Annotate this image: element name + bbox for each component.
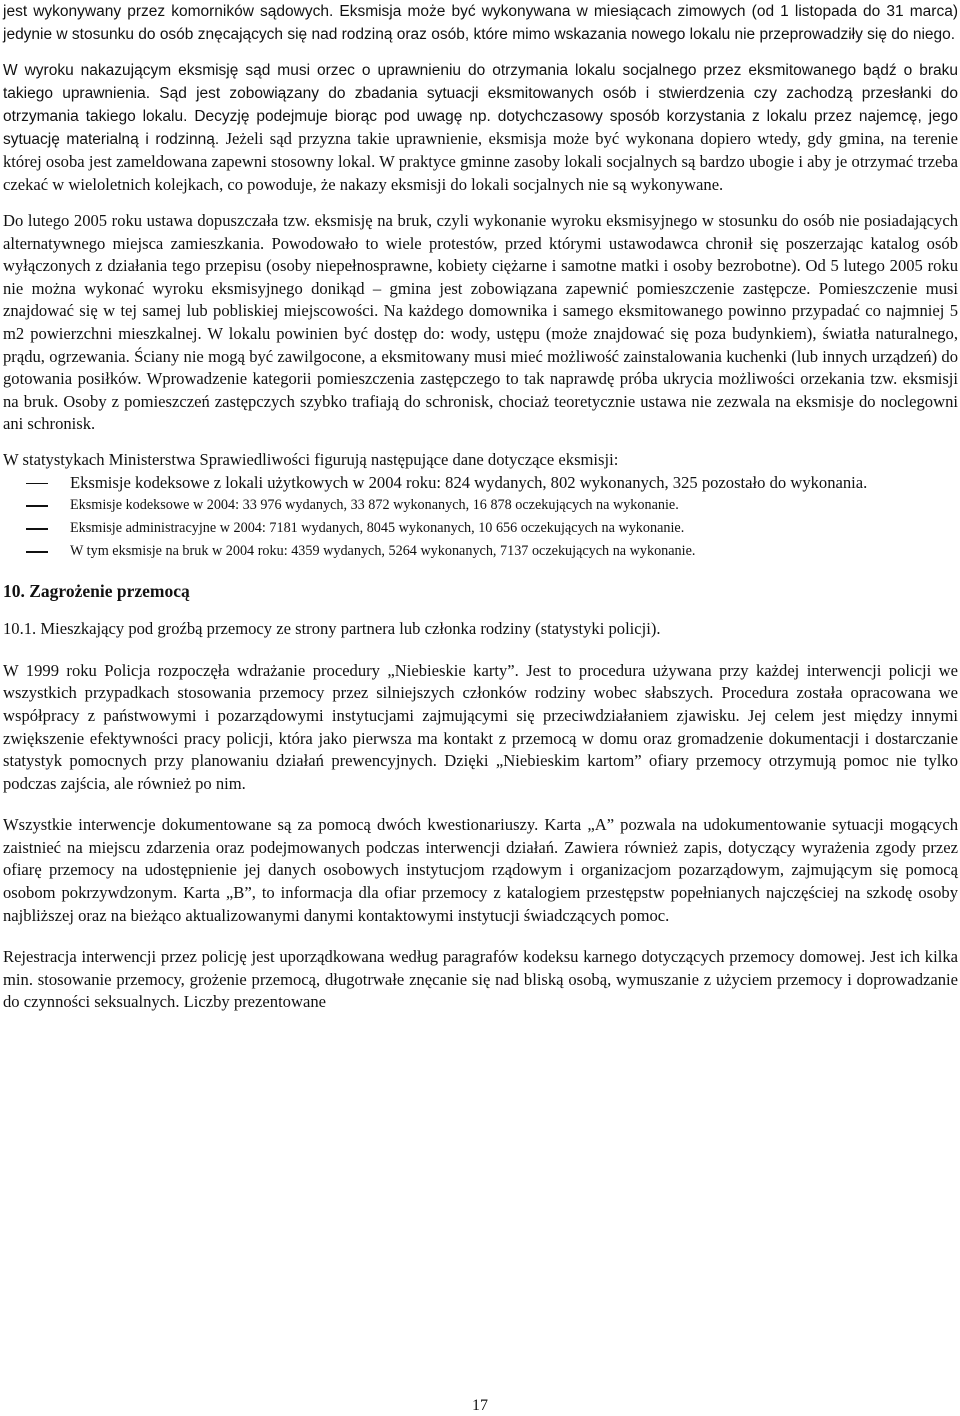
paragraph-ministry-stats-intro: W statystykach Ministerstwa Sprawiedliwości figurują następujące dane dotyczące eksmisji:: [3, 449, 619, 469]
eviction-stats-list: [3, 472, 958, 564]
list-item: Eksmisje kodeksowe z lokali użytkowych w 2004 roku: 824 wydanych, 802 wykonanych, 325 pozostało do wykonania.: [3, 472, 958, 495]
paragraph-court-ruling-part1: W wyroku nakazującym eksmisję sąd musi orzec o uprawnieniu do otrzymania lokalu socjalnego przez eksmitowanego bądź o braku takiego uprawnienia. Sąd jest zobowiązany do zbadania sytuacji eksmitowanych osób i stwierdzenia czy zachodzą przesłanki do otrzymania takiego lokalu. Decyzję podejmuje biorąc pod uwagę np. dotychczasowy sposób korzystania z lokalu przez najemcę, jego sytuację materialną i rodzinną.: [3, 62, 958, 148]
subsection-heading: 10.1. Mieszkający pod groźbą przemocy ze strony partnera lub członka rodziny (statystyki policji).: [3, 619, 661, 639]
paragraph-eviction-winter: jest wykonywany przez komorników sądowych. Eksmisja może być wykonywana w miesiącach zimowych (od 1 listopada do 31 marca) jedynie w stosunku do osób znęcających się nad rodziną oraz osób, które mimo wskazania nowego lokalu nie przeprowadziły się do niego.: [3, 3, 958, 43]
section-heading: 10. Zagrożenie przemocą: [3, 581, 190, 602]
list-item: W tym eksmisje na bruk w 2004 roku: 4359 wydanych, 5264 wykonanych, 7137 oczekujących na wykonanie.: [3, 540, 958, 563]
paragraph-registration: Rejestracja interwencji przez policję jest uporządkowana według paragrafów kodeksu karnego dotyczących przemocy domowej. Jest ich kilka min. stosowanie przemocy, grożenie przemocą, długotrwałe znęcanie się nad bliską osobą, wymuszanie z użyciem przemocy i doprowadzanie do czynności seksualnych. Liczby prezentowane: [3, 947, 958, 1012]
paragraph-eviction-to-street: Do lutego 2005 roku ustawa dopuszczała tzw. eksmisję na bruk, czyli wykonanie wyroku eksmisyjnego w stosunku do osób nie posiadających alternatywnego miejsca zamieszkania. Powodowało to wiele protestów, przed którymi ustawodawca chronił się poszerzając katalog osób wyłączonych z działania tego przepisu (osoby niepełnosprawne, kobiety ciężarne i samotne matki i osoby bezrobotne). Od 5 lutego 2005 roku nie można wykonać wyroku eksmisyjnego donikąd – gmina jest zobowiązana zapewnić pomieszczenie zastępcze. Pomieszczenie musi znajdować się w tej samej lub pobliskiej miejscowości. Na każdego domownika i samego eksmitowanego powinno przypadać co najmniej 5 m2 powierzchni mieszkalnej. W lokalu powinien być dostęp do: wody, ustępu (może znajdować się poza budynkiem), światła naturalnego, prądu, ogrzewania. Ściany nie mogą być zawilgocone, a eksmitowany musi mieć możliwość zainstalowania kuchenki (lub innych urządzeń) do gotowania posiłków. Wprowadzenie kategorii pomieszczenia zastępczego to tak naprawdę próba ukrycia możliwości orzekania tzw. eksmisji na bruk. Osoby z pomieszczeń zastępczych szybko trafiają do schronisk, chociaż teoretycznie ustawa nie zezwala na eksmisje do noclegowni ani schronisk.: [3, 211, 958, 434]
paragraph-questionnaires: Wszystkie interwencje dokumentowane są za pomocą dwóch kwestionariuszy. Karta „A” pozwala na udokumentowanie sytuacji mogących zaistnieć na miejscu zdarzenia oraz podejmowanych podczas interwencji działań. Zawiera również zapis, dotyczący wyrażenia zgody przez ofiarę przemocy na udostępnienie jej danych osobowych instytucjom rządowym i organizacjom pozarządowym, zajmującym się pomocą osobom pokrzywdzonym. Karta „B”, to informacja dla ofiar przemocy z katalogiem przestępstw popełnianych najczęściej na szkodę osoby najbliższej oraz na bieżąco aktualizowanymi danymi kontaktowymi instytucji świadczących pomoc.: [3, 815, 958, 925]
list-item: Eksmisje kodeksowe w 2004: 33 976 wydanych, 33 872 wykonanych, 16 878 oczekujących na wykonanie.: [3, 494, 958, 517]
paragraph-blue-cards: W 1999 roku Policja rozpoczęła wdrażanie procedury „Niebieskie karty”. Jest to procedura używana przy każdej interwencji policji we wszystkich przypadkach stosowania przemocy przez silniejszych członków rodziny wobec słabszych. Procedura została opracowana we współpracy z państwowymi i pozarządowymi instytucjami zajmującymi się przeciwdziałaniem zjawisku. Jej celem jest między innymi zwiększenie efektywności pracy policji, która jako pierwsza ma kontakt z przemocą w domu oraz gromadzenie dokumentacji i dostarczanie statystyk pomocnych przy planowaniu działań prewencyjnych. Dzięki „Niebieskim kartom” ofiary przemocy otrzymują pomoc nie tylko podczas zajścia, ale również po nim.: [3, 660, 958, 793]
page-number: 17: [472, 1397, 488, 1414]
paragraph-court-ruling: [3, 59, 958, 197]
document-page: [3, 0, 958, 1014]
list-item: Eksmisje administracyjne w 2004: 7181 wydanych, 8045 wykonanych, 10 656 oczekujących na wykonanie.: [3, 517, 958, 540]
paragraph-court-ruling-part2: Jeżeli sąd przyzna takie uprawnienie, eksmisja może być wykonana dopiero wtedy, gdy gmina, na terenie której osoba jest zameldowana zapewni stosowny lokal. W praktyce gminne zasoby lokali socjalnych są bardzo ubogie i aby je otrzymać trzeba czekać w wieloletnich kolejkach, co powoduje, że nakazy eksmisji do lokali socjalnych nie są wykonywane.: [3, 129, 958, 194]
